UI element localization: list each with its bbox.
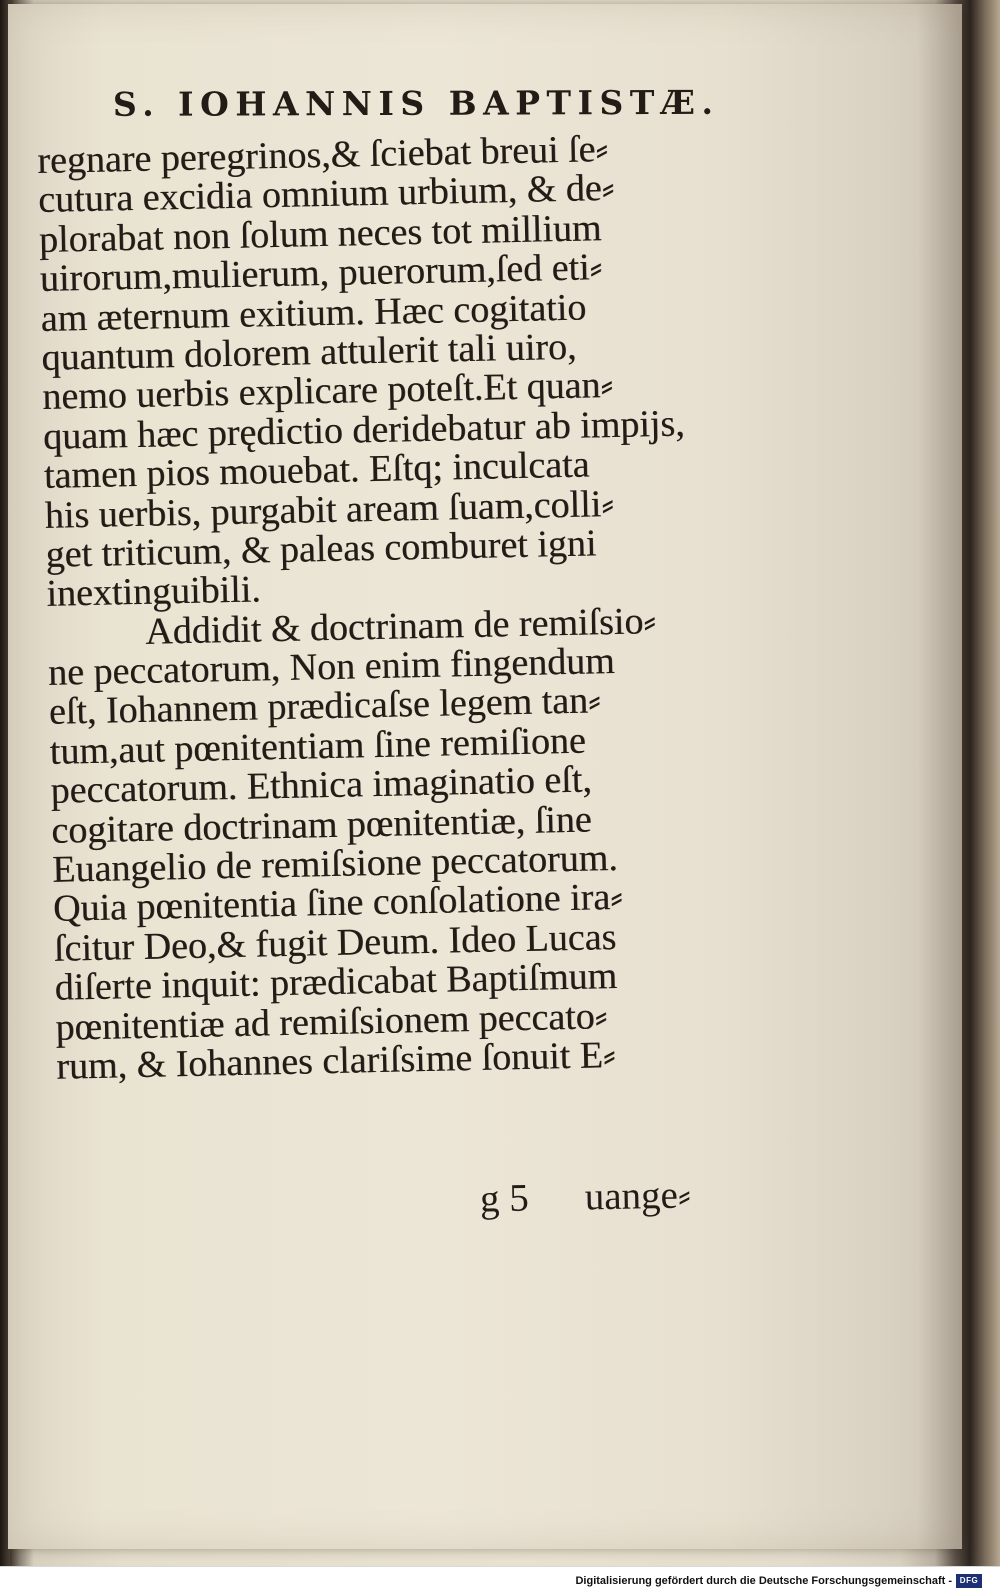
text-line: uirorum,mulierum, puerorum,ſed eti⸗ <box>39 246 603 301</box>
text-line: cogitare doctrinam pœnitentiæ, ſine <box>50 798 593 852</box>
text-line: eſt, Iohannem prædicaſse legem tan⸗ <box>48 679 602 734</box>
running-head: S. IOHANNIS BAPTISTÆ. <box>112 82 720 124</box>
page-edge-shadow <box>917 4 959 1549</box>
text-line: cutura excidia omnium urbium, & de⸗ <box>37 167 615 222</box>
catchword: uange⸗ <box>584 1173 692 1219</box>
text-line: ſcitur Deo,& fugit Deum. Ideo Lucas <box>53 915 617 970</box>
text-line: peccatorum. Ethnica imaginatio eſt, <box>50 758 593 813</box>
text-line: quantum dolorem attulerit tali uiro, <box>41 325 577 379</box>
text-line: Quia pœnitentia ſine conſolatione ira⸗ <box>52 876 624 931</box>
text-line: regnare peregrinos,& ſciebat breui ſe⸗ <box>36 128 609 182</box>
text-line: tum,aut pœnitentiam ſine remiſione <box>49 719 587 773</box>
text-line: his uerbis, purgabit aream ſuam,colli⸗ <box>44 482 615 537</box>
dfg-logo-icon: DFG <box>956 1574 982 1588</box>
body-text <box>37 127 767 1087</box>
signature-mark: g 5 <box>479 1176 530 1221</box>
text-line: diſerte inquit: prædicabat Baptiſmum <box>54 955 618 1010</box>
text-line: rum, & Iohannes clariſsime ſonuit E⸗ <box>55 1034 617 1088</box>
catchline <box>480 1172 741 1222</box>
text-line: inextinguibili. <box>46 568 262 616</box>
text-line: Euangelio de remiſsione peccatorum. <box>51 837 619 891</box>
text-line: plorabat non ſolum neces tot millium <box>38 206 602 261</box>
text-line: quam hæc prędictio deridebatur ab impijs, <box>42 402 686 458</box>
text-line: nemo uerbis explicare poteſt.Et quan⸗ <box>41 364 614 419</box>
text-line: pœnitentiæ ad remiſsionem peccato⸗ <box>55 994 608 1049</box>
book-page <box>8 4 962 1549</box>
paragraph-start-line: Addidit & doctrinam de remiſsio⸗ <box>144 599 657 653</box>
text-line: ne peccatorum, Non enim fingendum <box>47 640 616 694</box>
text-line: tamen pios mouebat. Eſtq; inculcata <box>43 443 590 498</box>
digitization-footer <box>0 1566 1000 1596</box>
funding-credit: Digitalisierung gefördert durch die Deutsche Forschungsgemeinschaft - <box>575 1575 952 1587</box>
text-line: am æternum exitium. Hæc cogitatio <box>40 286 587 340</box>
text-line: get triticum, & paleas comburet igni <box>45 522 597 576</box>
